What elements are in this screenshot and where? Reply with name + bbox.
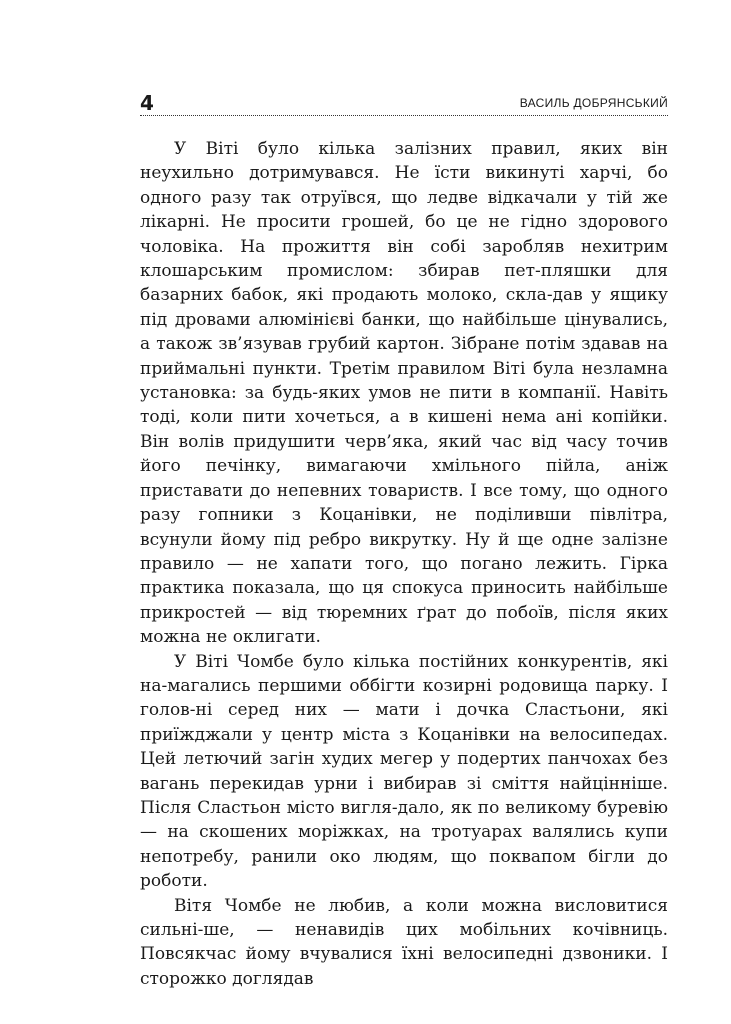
paragraph-2: У Віті Чомбе було кілька постійних конкурентів, які на-магались першими оббігти козирні родовища парку. І голов-ні серед них — мати і дочка Сластьони, які приїжджали у центр міста з Коцанівки на велосипедах. Цей летючий загін худих мегер у подертих панчохах без вагань перекидав урни і вибирав зі сміття найцінніше. Після Сластьон місто вигля-дало, як по великому буревію — на скошених моріжках, на тротуарах валялись купи непотребу, ранили око людям, що поквапом бігли до роботи. (140, 651, 668, 892)
header-rule (140, 115, 668, 116)
paragraph-3: Вітя Чомбе не любив, а коли можна висловитися сильні-ше, — ненавидів цих мобільних кочівниць. Повсякчас йому вчувалися їхні велосипедні дзвоники. І сторожко доглядав (140, 895, 668, 989)
body-text (140, 137, 668, 991)
running-head-author: ВАСИЛЬ ДОБРЯНСЬКИЙ (519, 96, 668, 110)
paragraph-1: У Віті було кілька залізних правил, яких він неухильно дотримувався. Не їсти викинуті харчі, бо одного разу так отруївся, що ледве відкачали у тій же лікарні. Не просити грошей, бо це не гідно здорового чоловіка. На прожиття він собі заробляв нехитрим клошарським промислом: збирав пет-пляшки для базарних бабок, які продають молоко, скла-дав у ящику під дровами алюмінієві банки, що найбільше цінувались, а також зв’язував грубий картон. Зібране потім здавав на приймальні пункти. Третім правилом Віті була незламна установка: за будь-яких умов не пити в компанії. Навіть тоді, коли пити хочеться, а в кишені нема ані копійки. Він волів придушити черв’яка, який час від часу точив його печінку, вимагаючи хмільного пійла, аніж приставати до непевних товариств. І все тому, що одного разу гопники з Коцанівки, не поділивши півлітра, всунули йому під ребро викрутку. Ну й ще одне залізне правило — не хапати того, що погано лежить. Гірка практика показала, що ця спокуса приносить найбільше прикростей — від тюремних ґрат до побоїв, після яких можна не оклигати. (140, 139, 668, 648)
page-header (140, 88, 668, 118)
page-number: 4 (140, 91, 154, 115)
